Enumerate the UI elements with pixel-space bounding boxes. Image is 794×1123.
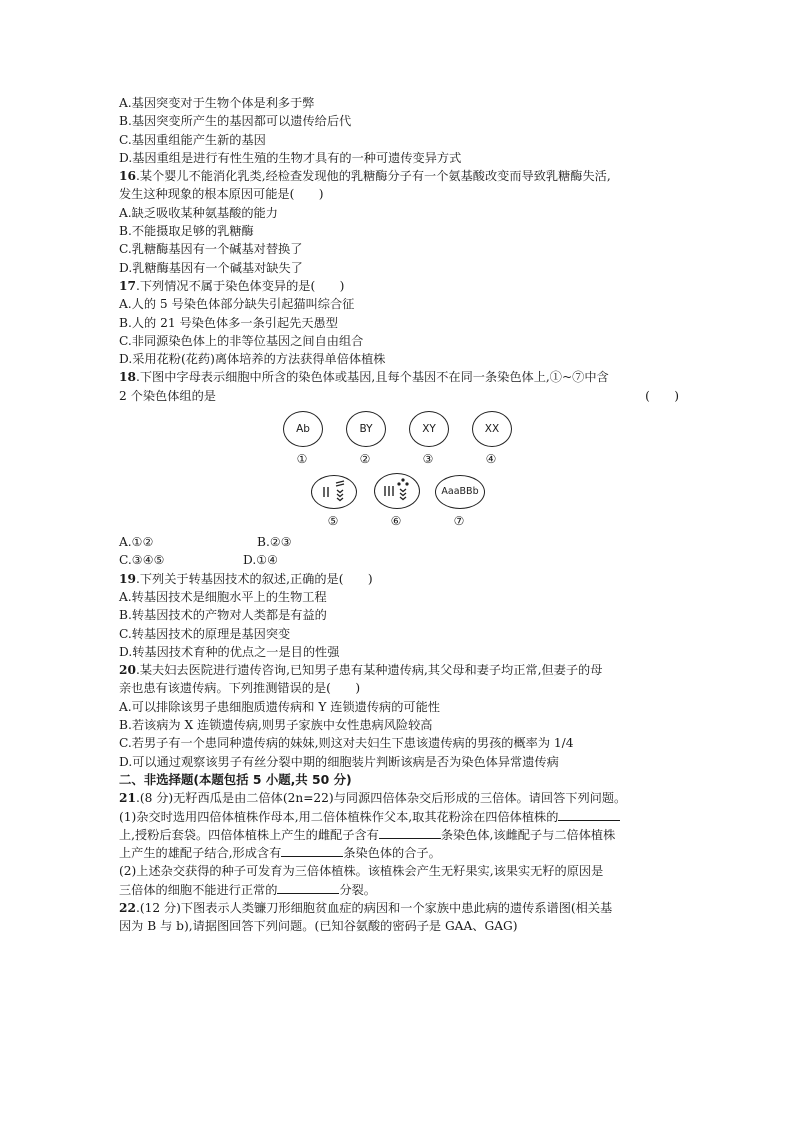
q21-blank-2[interactable] bbox=[379, 826, 441, 839]
q22-number: 22 bbox=[119, 900, 136, 915]
q15-option-b: B.基因突变所产生的基因都可以遗传给后代 bbox=[119, 114, 352, 129]
q16-option-d: D.乳糖酶基因有一个碱基对缺失了 bbox=[119, 260, 303, 275]
question-22 bbox=[119, 899, 679, 936]
q18-option-c: C.③④⑤ bbox=[119, 553, 165, 568]
q18-option-a: A.①② bbox=[119, 535, 154, 550]
q16-stem-line2: 发生这种现象的根本原因可能是( ) bbox=[119, 187, 324, 202]
q18-number: 18 bbox=[119, 370, 136, 385]
q21-part2-c: 分裂。 bbox=[339, 882, 376, 897]
q21-blank-3[interactable] bbox=[281, 844, 343, 857]
q19-option-c: C.转基因技术的原理是基因突变 bbox=[119, 626, 291, 641]
cell-1-label: Ab bbox=[296, 422, 310, 435]
q17-option-c: C.非同源染色体上的非等位基因之间自由组合 bbox=[119, 333, 364, 348]
q21-part1-e: 条染色体的合子。 bbox=[343, 846, 441, 861]
q15-option-c: C.基因重组能产生新的基因 bbox=[119, 132, 266, 147]
q21-part1-a: (1)杂交时选用四倍体植株作母本,用二倍体植株作父本,取其花粉涂在四倍体植株的 bbox=[119, 809, 559, 824]
question-19 bbox=[119, 570, 679, 661]
cell-2-number: ② bbox=[359, 452, 371, 467]
cell-1 bbox=[283, 411, 323, 447]
q16-option-c: C.乳糖酶基因有一个碱基对替换了 bbox=[119, 242, 303, 257]
cell-2-label: BY bbox=[359, 422, 373, 435]
cell-3 bbox=[409, 411, 449, 447]
q19-option-d: D.转基因技术育种的优点之一是目的性强 bbox=[119, 644, 340, 659]
cell-4-label: XX bbox=[484, 422, 500, 435]
q19-option-b: B.转基因技术的产物对人类都是有益的 bbox=[119, 608, 327, 623]
cell-3-label: XY bbox=[422, 422, 436, 435]
cell-1-number: ① bbox=[296, 452, 308, 467]
q19-stem: .下列关于转基因技术的叙述,正确的是( ) bbox=[135, 571, 373, 586]
q19-option-a: A.转基因技术是细胞水平上的生物工程 bbox=[119, 589, 327, 604]
exam-page bbox=[119, 94, 679, 936]
q18-stem-line2: 2 个染色体组的是 bbox=[119, 388, 216, 403]
q17-stem: .下列情况不属于染色体变异的是( ) bbox=[135, 278, 345, 293]
q21-part1-b: 上,授粉后套袋。四倍体植株上产生的雌配子含有 bbox=[119, 827, 379, 842]
q18-option-b: B.②③ bbox=[257, 535, 292, 550]
cell-2 bbox=[346, 411, 386, 447]
q18-stem-line1: .下图中字母表示细胞中所含的染色体或基因,且每个基因不在同一条染色体上,①~⑦中含 bbox=[135, 370, 609, 385]
question-16 bbox=[119, 167, 679, 277]
section-2-heading: 二、非选择题(本题包括 5 小题,共 50 分) bbox=[119, 771, 352, 787]
q21-part2-b: 三倍体的细胞不能进行正常的 bbox=[119, 882, 278, 897]
q20-stem-line2: 亲也患有该遗传病。下列推测错误的是( ) bbox=[119, 681, 361, 696]
q20-option-b: B.若该病为 X 连锁遗传病,则男子家族中女性患病风险较高 bbox=[119, 718, 433, 733]
q21-stem: .(8 分)无籽西瓜是由二倍体(2n=22)与同源四倍体杂交后形成的三倍体。请回答下列问题。 bbox=[135, 791, 627, 806]
q18-option-d: D.①④ bbox=[243, 553, 279, 568]
q21-part1-d: 上产生的雄配子结合,形成含有 bbox=[119, 846, 282, 861]
q16-stem-line1: .某个婴儿不能消化乳类,经检查发现他的乳糖酶分子有一个氨基酸改变而导致乳糖酶失活, bbox=[135, 169, 611, 184]
q15-option-a: A.基因突变对于生物个体是利多于弊 bbox=[119, 96, 315, 110]
cell-5 bbox=[311, 475, 357, 509]
q21-part1-c: 条染色体,该雌配子与二倍体植株 bbox=[440, 827, 616, 842]
cell-5-number: ⑤ bbox=[327, 514, 339, 529]
q21-blank-1[interactable] bbox=[558, 808, 620, 821]
q15-option-d: D.基因重组是进行有性生殖的生物才具有的一种可遗传变异方式 bbox=[119, 150, 462, 165]
q18-chromosome-figure bbox=[119, 405, 679, 533]
q21-number: 21 bbox=[119, 791, 136, 806]
q20-option-c: C.若男子有一个患同种遗传病的妹妹,则这对夫妇生下患该遗传病的男孩的概率为 1/4 bbox=[119, 736, 574, 751]
q16-option-a: A.缺乏吸收某种氨基酸的能力 bbox=[119, 205, 278, 220]
q22-stem-line1: .(12 分)下图表示人类镰刀形细胞贫血症的病因和一个家族中患此病的遗传系谱图(相关基 bbox=[135, 900, 613, 915]
q21-blank-4[interactable] bbox=[277, 881, 339, 894]
cell-6 bbox=[374, 473, 420, 509]
q20-option-a: A.可以排除该男子患细胞质遗传病和 Y 连锁遗传病的可能性 bbox=[119, 699, 440, 714]
q17-option-a: A.人的 5 号染色体部分缺失引起猫叫综合征 bbox=[119, 297, 355, 312]
cell-7 bbox=[435, 475, 485, 509]
cell-3-number: ③ bbox=[422, 452, 434, 467]
q17-number: 17 bbox=[119, 278, 136, 293]
q20-stem-line1: .某夫妇去医院进行遗传咨询,已知男子患有某种遗传病,其父母和妻子均正常,但妻子的母 bbox=[135, 663, 603, 678]
question-17 bbox=[119, 277, 679, 368]
question-18 bbox=[119, 368, 679, 569]
q19-number: 19 bbox=[119, 571, 136, 586]
question-21 bbox=[119, 789, 679, 899]
q20-number: 20 bbox=[119, 663, 136, 678]
q17-option-d: D.采用花粉(花药)离体培养的方法获得单倍体植株 bbox=[119, 352, 386, 367]
q16-option-b: B.不能摄取足够的乳糖酶 bbox=[119, 224, 254, 239]
q20-option-d: D.可以通过观察该男子有丝分裂中期的细胞装片判断该病是否为染色体异常遗传病 bbox=[119, 754, 559, 769]
cell-6-chromosomes-icon bbox=[379, 477, 415, 505]
cell-4-number: ④ bbox=[485, 452, 497, 467]
cell-6-number: ⑥ bbox=[390, 514, 402, 529]
q15-options bbox=[119, 94, 679, 167]
cell-5-chromosomes-icon bbox=[317, 479, 351, 505]
q16-number: 16 bbox=[119, 169, 136, 184]
cell-7-number: ⑦ bbox=[453, 514, 465, 529]
cell-7-label: AaaBBb bbox=[441, 485, 479, 497]
question-20 bbox=[119, 661, 679, 771]
q18-answer-paren: ( ) bbox=[645, 388, 679, 403]
q17-option-b: B.人的 21 号染色体多一条引起先天愚型 bbox=[119, 315, 338, 330]
q21-part2-a: (2)上述杂交获得的种子可发育为三倍体植株。该植株会产生无籽果实,该果实无籽的原因是 bbox=[119, 864, 604, 879]
q22-stem-line2: 因为 B 与 b),请据图回答下列问题。(已知谷氨酸的密码子是 GAA、GAG) bbox=[119, 919, 518, 934]
cell-4 bbox=[472, 411, 512, 447]
